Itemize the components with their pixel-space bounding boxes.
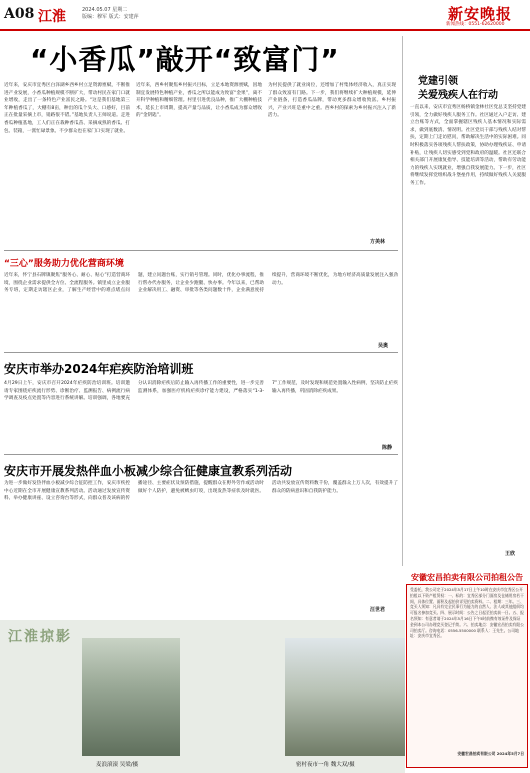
lead-headline: “小香瓜”敲开“致富门”: [30, 43, 340, 76]
issue-date: 2024.05.07 星期二: [82, 7, 128, 13]
divider-2: [4, 352, 398, 353]
photo-caption-left: 麦浪滚滚 吴梁/摄: [96, 762, 139, 768]
sidebar-body: 一直以来，安庆市宜秀区杨桥镇金林社区党总支坚持党建引领，全力做好残疾人服务工作。社区通过入户走访、建立台账等方式，全面掌握辖区残疾人基本情况和实际需求，做到底数清、情况明。社区党员干部与残疾人结对帮扶，定期上门走访慰问，帮助解决生活中的实际困难。同时积极落实各项残疾人帮扶政策，协助办理残疾证、申请补贴，让残疾人切实感受到党和政府的温暖。社区还联合相关部门开展康复指导、技能培训等活动，帮助有劳动能力的残疾人实现就业，增强自我发展能力。下一步，社区将继续发挥党组织战斗堡垒作用，持续做好残疾人关爱服务工作。: [410, 105, 526, 186]
lead-body-col3: 为村民提供了就业岗位，还增加了村集体经济收入，真正实现了群众致富有门路。下一步，我们将继续扩大种植规模，延伸产业链条，打造香瓜品牌，带动更多群众增收致富。乡村振兴，产业兴旺是重中之重。西乡村的探索为乡村振兴注入了新活力。: [268, 83, 396, 119]
header-divider: [0, 29, 530, 31]
malaria-body: 4月29日上午，安庆市召开2024年疟疾防治培训班。培训邀请专家围绕疟疾流行形势、诊断治疗、监测报告、病例流行病学调查及疫点处置等内容进行系统讲解。培训强调，各地要充分认识消除疟疾后防止输入再传播工作的重要性，进一步完善监测体系，加强医疗机构疟疾诊疗能力建设，严格落实“1-3-7”工作规范，及时发现和规范处置输入性病例，坚决防止疟疾输入再传播，巩固消除疟疾成果。: [4, 381, 398, 402]
sidebar-byline: 王欣: [505, 551, 516, 557]
page-header: [0, 0, 530, 30]
divider-3: [4, 454, 398, 455]
section-name: 江淮: [38, 9, 66, 25]
photo-night-market: [285, 638, 405, 756]
malaria-headline: 安庆市举办2024年疟疾防治培训班: [4, 362, 194, 376]
hotline: 新闻热线：0551-62620000: [446, 22, 505, 27]
lead-body-col1: 近年来，安庆市宜秀区白泽湖乡西乡村立足资源禀赋，不断推进产业发展，小香瓜种植规模不断扩大，带动村民在家门口就业增收，走出了一条特色产业富民之路。“这是我们基地第三年种植香瓜了，大棚有8亩，种出的瓜个头大、口感好，目前正在批量采摘上市，销路很不错。”基地负责人王师说道。走进香瓜种植基地，工人们正在栽种香瓜苗、采摘成熟的香瓜、打包、装箱，一派忙碌景象。不少群众也在家门口实现了就业。: [4, 83, 130, 134]
photo-caption-right: 密村夜市一角 魏大双/摄: [296, 762, 355, 768]
divider-1: [4, 250, 398, 251]
sidebar-headline-line1: 党建引领: [418, 76, 458, 87]
sidebar-divider: [402, 36, 403, 566]
health-headline: 安庆市开展发热伴血小板减少综合征健康宣教系列活动: [4, 464, 293, 478]
photo-wheat-field: [82, 638, 180, 756]
advert-box: [406, 584, 528, 768]
editors: 版编：穆军 版式：安建萍: [82, 14, 139, 20]
lead-body-col2: 近年来，西乡村聚焦乡村振兴目标，立足本地资源禀赋，因地制宜发展特色种植产业，香瓜之所以能成为致富“金果”，离不开科学种植和精细管理。村里引进优良品种，推广大棚种植技术，延长上市周期，提高产量与品质，让小香瓜成为群众增收的“金钥匙”。: [136, 83, 262, 119]
sidebar-headline-line2: 关爱残疾人在行动: [418, 90, 498, 101]
lead-byline: 方美林: [370, 239, 386, 245]
sanxin-byline: 吴奥: [378, 343, 389, 349]
malaria-byline: 陈静: [382, 445, 393, 451]
advert-footer: 安徽宏昌拍卖有限公司 2024年5月7日: [457, 751, 524, 756]
page-number: A08: [4, 6, 35, 22]
sanxin-headline: “三心”服务助力优化营商环境: [4, 259, 124, 269]
header-meta: [82, 7, 139, 21]
newspaper-logo: 新安晚报: [448, 5, 513, 23]
advert-body: 受委托，我公司定于2024年5月17日上午10时在安庆市宜秀区公开拍租以下资产租赁权：一、标的：宜秀区部分门面房及仓储用房若干间，具体位置、面积及起拍价详见拍卖资料。二、租期：三年。三、竞买人须知：凡具有完全民事行为能力的自然人、法人或其他组织均可报名参加竞买。四、展示时间：公告之日起至拍卖前一日。五、报名须知：有意者请于2024年5月16日下午5时前携有效证件及保证金到本公司办理竞买登记手续。六、拍卖地点：安徽宏昌拍卖有限公司拍卖厅。咨询电话：0556-5500000 联系人：王先生。公司地址：安庆市宜秀区。: [410, 587, 524, 639]
sanxin-body: 近年来，怀宁县石牌镇聚焦“服务心、耐心、贴心”打造营商环境，围绕企业需求提供全方位、全流程服务。镇里成立企业服务专班，定期走访辖区企业，了解生产经营中的难点堵点问题，建立问题台账，实行销号管理。同时，优化办事流程，推行帮办代办服务，让企业少跑腿、快办事。今年以来，已帮助企业解决用工、融资、审批等各类问题数十件，企业满意度持续提升，营商环境不断优化，为地方经济高质量发展注入强劲动力。: [4, 273, 398, 294]
health-body: 为进一步做好发热伴血小板减少综合征防控工作，安庆市疾控中心近期在全市开展健康宣教系列活动。活动通过发放宣传资料、举办健康讲座、设立咨询台等形式，向群众普及该病的传播途径、主要症状及预防措施，提醒群众在野外劳作或活动时做好个人防护，避免被蜱虫叮咬，出现发热等症状及时就医。活动共发放宣传资料数千份，覆盖群众上万人次，有效提升了群众的防病意识和自我防护能力。: [4, 481, 398, 502]
photo-section-title: 江淮掠影: [8, 629, 72, 645]
health-byline: 汪世君: [370, 607, 386, 613]
advert-title: 安徽宏昌拍卖有限公司拍租公告: [411, 573, 523, 582]
